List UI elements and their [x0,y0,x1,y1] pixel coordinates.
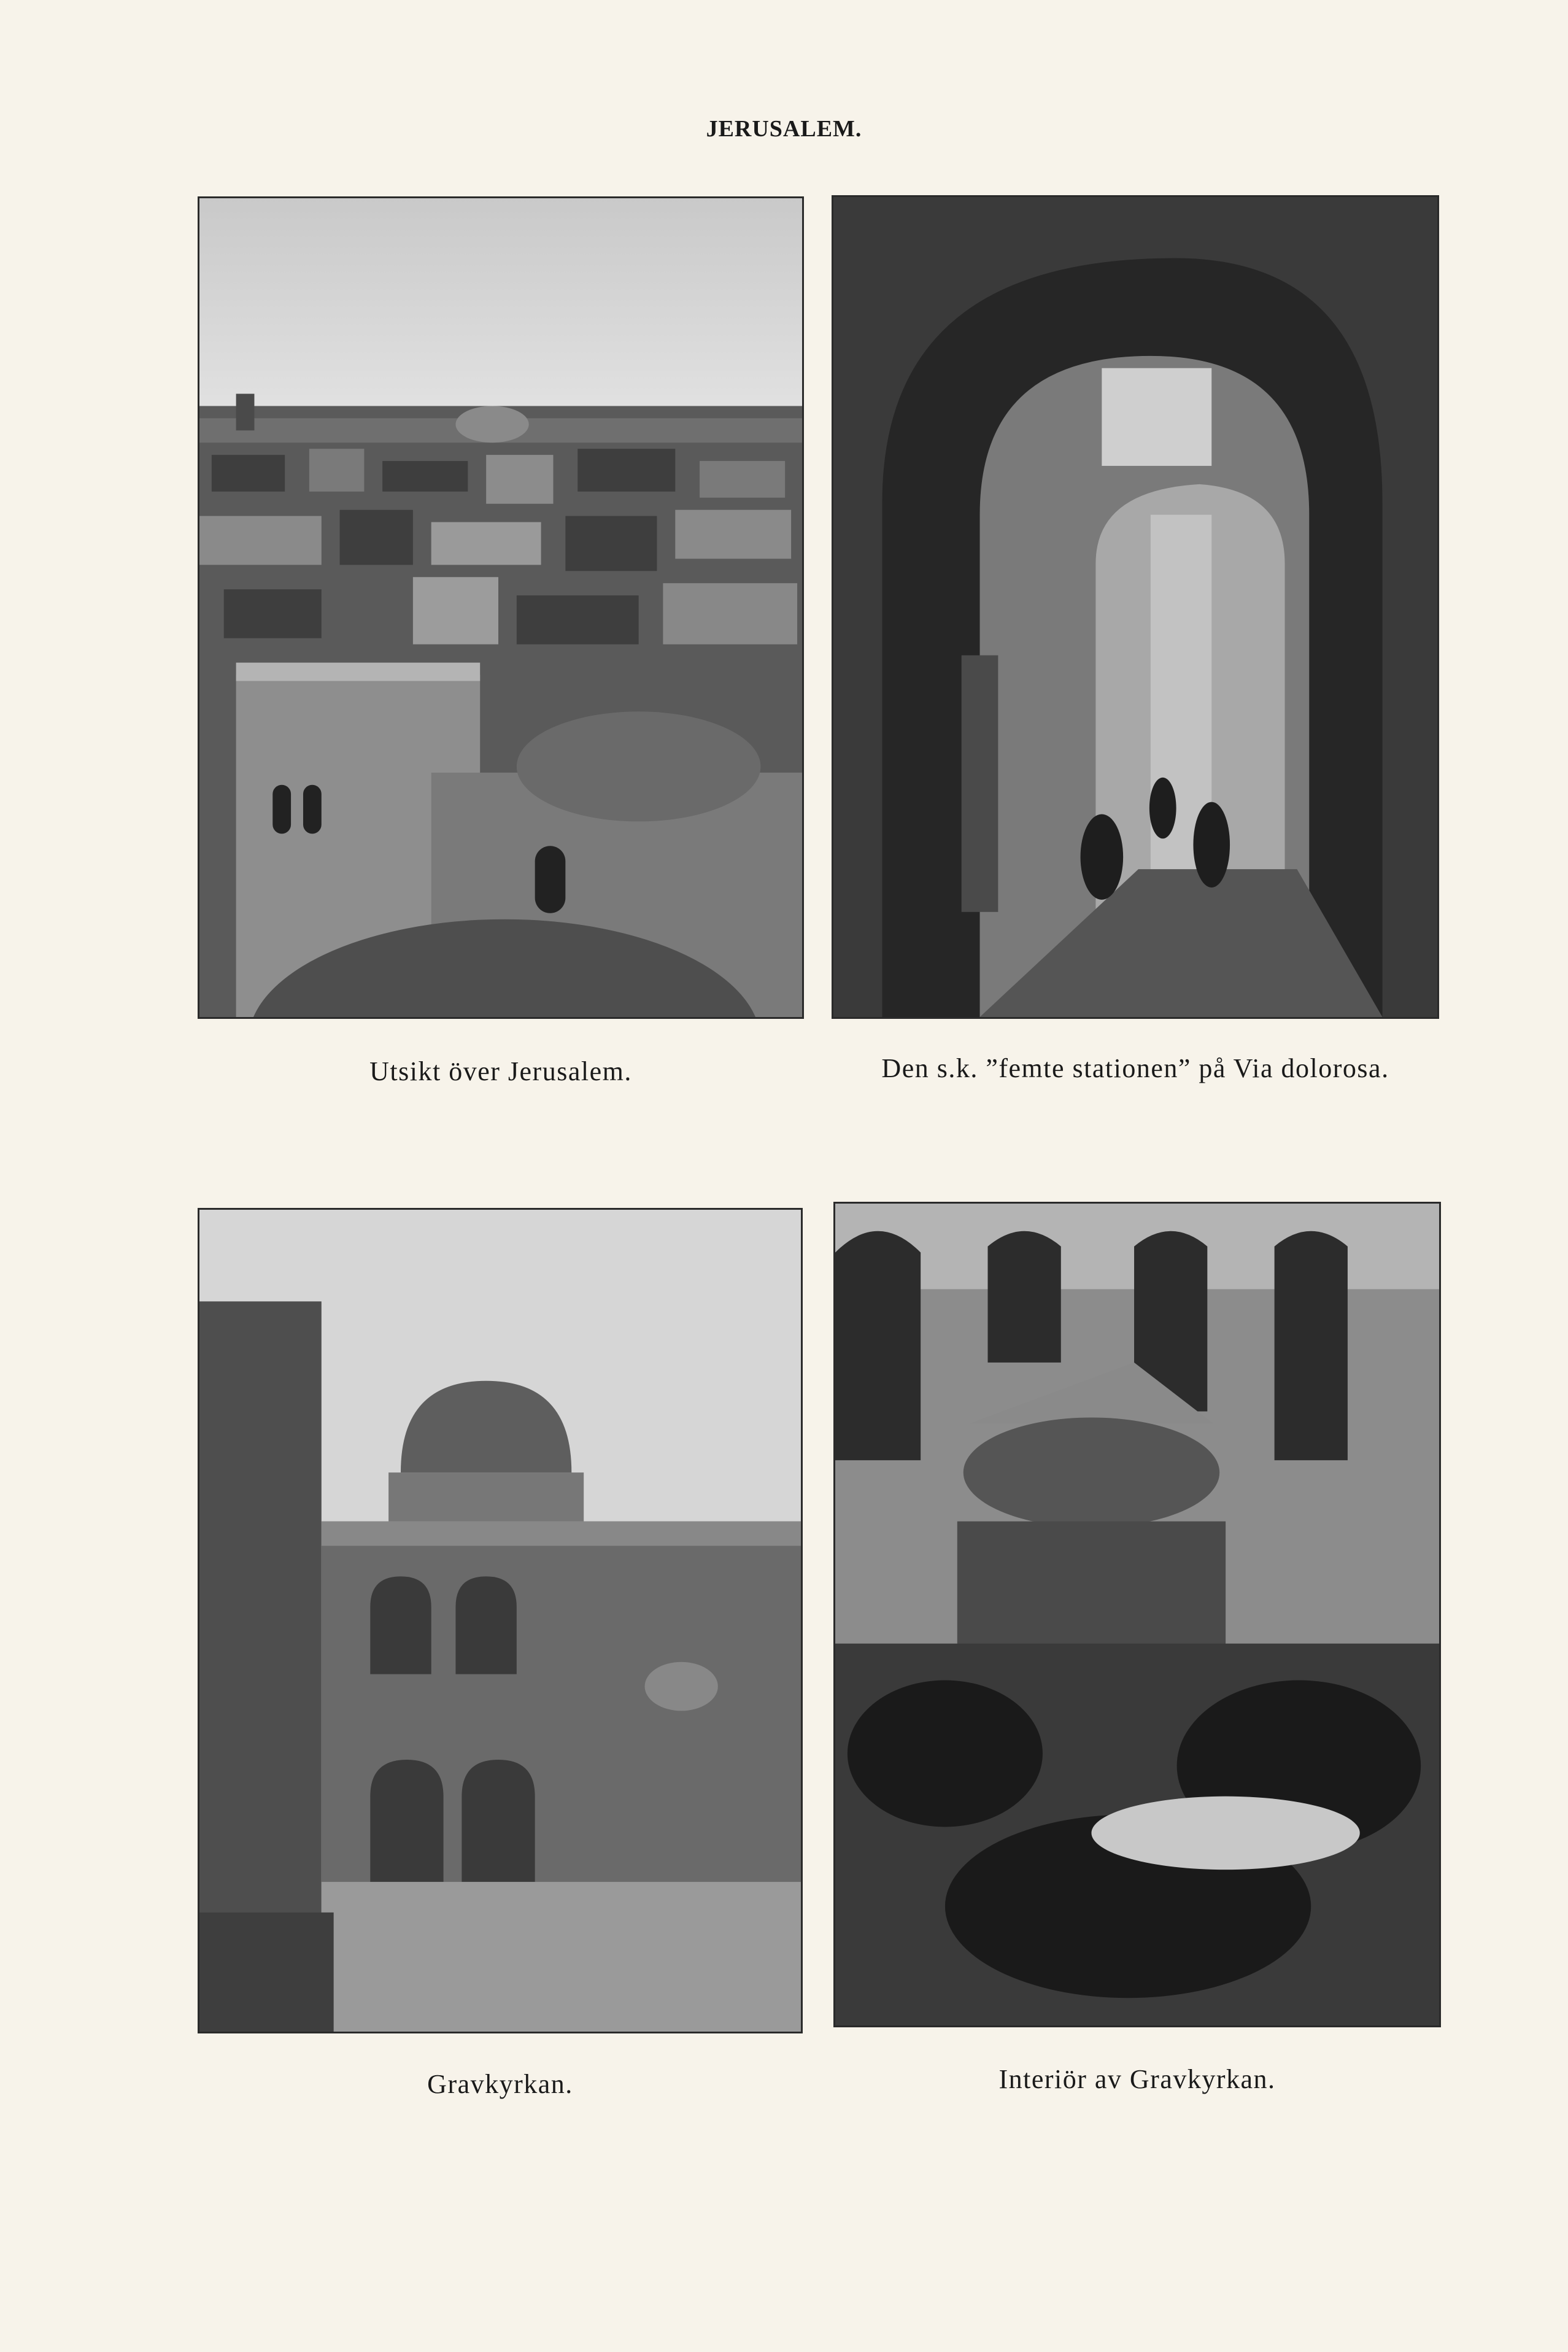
page-title: JERUSALEM. [706,116,862,142]
photo-gravkyrkan-interior [833,1202,1441,2027]
caption-via-dolorosa: Den s.k. ”femte stationen” på Via dolorosa. [881,1053,1389,1083]
caption-gravkyrkan: Gravkyrkan. [427,2069,573,2099]
photo-jerusalem-view [198,196,804,1019]
caption-gravkyrkan-interior: Interiör av Gravkyrkan. [998,2064,1276,2094]
photo-gravkyrkan [198,1208,803,2033]
photo-via-dolorosa [832,195,1439,1019]
caption-jerusalem-view: Utsikt över Jerusalem. [369,1056,632,1086]
